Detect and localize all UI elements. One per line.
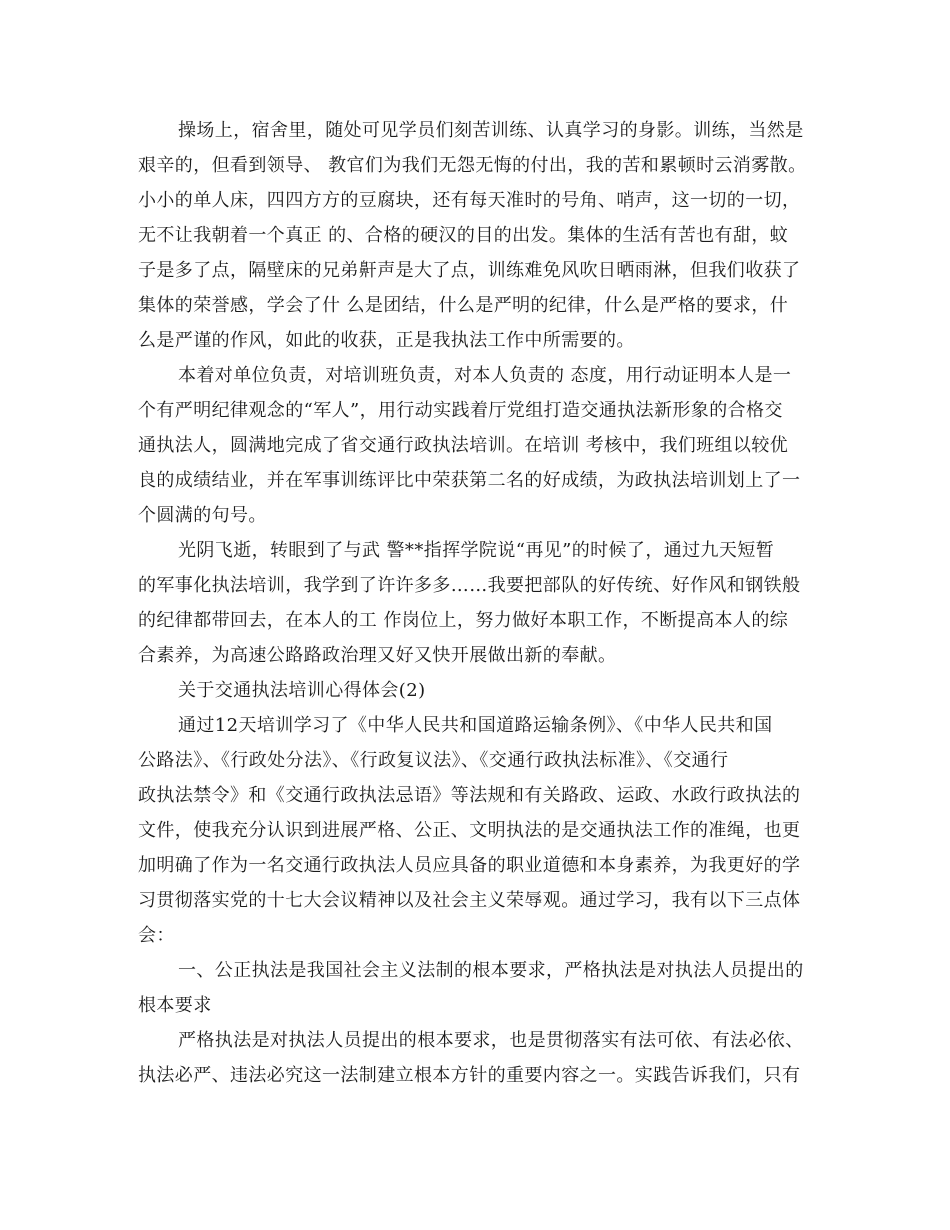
text-line: 严格执法是对执法人员提出的根本要求，也是贯彻落实有法可依、有法必依、: [178, 1030, 804, 1051]
text-line: 本着对单位负责，对培训班负责，对本人负责的 态度，用行动证明本人是一: [178, 365, 792, 386]
text-line: 么是严谨的作风，如此的收获，正是我执法工作中所需要的。: [138, 330, 635, 351]
text-line: 集体的荣誉感，学会了什 么是团结，什么是严明的纪律，什么是严格的要求，什: [138, 295, 789, 316]
text-line: 合素养，为高速公路路政治理又好又快开展做出新的奉献。: [138, 645, 617, 666]
text-line: 的军事化执法培训，我学到了许许多多……我要把部队的好传统、好作风和钢铁般: [138, 575, 801, 596]
text-line: 执法必严、违法必究这一法制建立根本方针的重要内容之一。实践告诉我们，只有: [138, 1065, 801, 1086]
text-line: 光阴飞逝，转眼到了与武 警**指挥学院说“再见”的时候了，通过九天短暂: [178, 540, 775, 561]
text-line: 会：: [138, 925, 175, 946]
text-line: 小小的单人床，四四方方的豆腐块，还有每天准时的号角、哨声，这一切的一切，: [138, 190, 801, 211]
section-heading: 关于交通执法培训心得体会(2): [178, 680, 426, 701]
text-line: 根本要求: [138, 995, 212, 1016]
text-line: 无不让我朝着一个真正 的、合格的硬汉的目的出发。集体的生活有苦也有甜，蚊: [138, 225, 789, 246]
text-line: 操场上，宿舍里，随处可见学员们刻苦训练、认真学习的身影。训练，当然是: [178, 120, 804, 141]
text-line: 艰辛的，但看到领导、 教官们为我们无怨无悔的付出，我的苦和累顿时云消雾散。: [138, 155, 807, 176]
text-line: 通过12天培训学习了《中华人民共和国道路运输条例》、《中华人民共和国: [178, 715, 773, 736]
text-line: 政执法禁令》和《交通行政执法忌语》等法规和有关路政、运政、水政行政执法的: [138, 785, 801, 806]
text-line: 的纪律都带回去，在本人的工 作岗位上，努力做好本职工作，不断提高本人的综: [138, 610, 789, 631]
text-line: 加明确了作为一名交通行政执法人员应具备的职业道德和本身素养，为我更好的学: [138, 855, 801, 876]
text-line: 一、公正执法是我国社会主义法制的根本要求，严格执法是对执法人员提出的: [178, 960, 804, 981]
text-line: 公路法》、《行政处分法》、《行政复议法》、《交通行政执法标准》、《交通行: [138, 750, 729, 771]
text-line: 良的成绩结业，并在军事训练评比中荣获第二名的好成绩，为政执法培训划上了一: [138, 470, 801, 491]
text-line: 习贯彻落实党的十七大会议精神以及社会主义荣辱观。通过学习，我有以下三点体: [138, 890, 801, 911]
text-line: 个圆满的句号。: [138, 505, 267, 526]
text-line: 个有严明纪律观念的“军人”，用行动实践着厅党组打造交通执法新形象的合格交: [138, 400, 783, 421]
text-line: 文件，使我充分认识到进展严格、公正、文明执法的是交通执法工作的准绳，也更: [138, 820, 801, 841]
text-line: 子是多了点，隔壁床的兄弟鼾声是大了点，训练难免风吹日晒雨淋，但我们收获了: [138, 260, 801, 281]
text-line: 通执法人，圆满地完成了省交通行政执法培训。在培训 考核中，我们班组以较优: [138, 435, 789, 456]
